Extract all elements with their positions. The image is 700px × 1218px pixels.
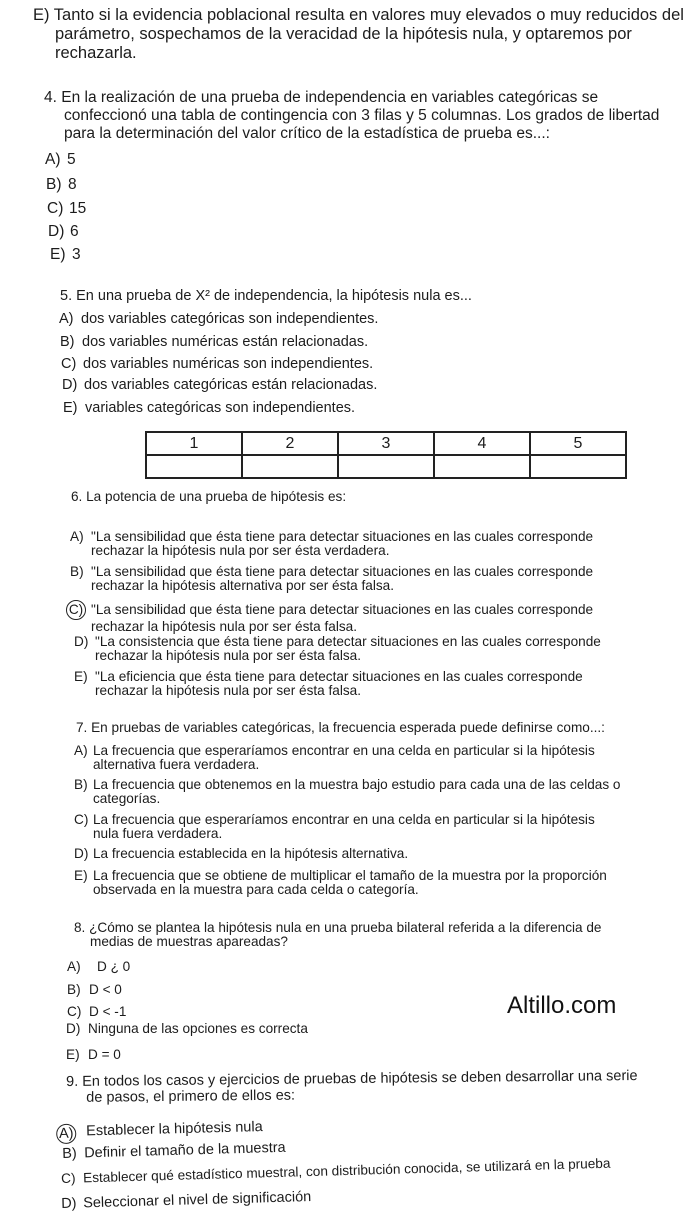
answer-table-answer-cell[interactable]	[242, 455, 338, 478]
question-text-line: 4. En la realización de una prueba de independencia en variables categóricas se	[44, 89, 599, 106]
question-4-option-e: E) 3	[50, 246, 81, 263]
question-8-option-d: D) Ninguna de las opciones es correcta	[66, 1021, 308, 1036]
question-6-stem: 6. La potencia de una prueba de hipótesis es:	[71, 489, 347, 504]
altillo-watermark: Altillo.com	[507, 992, 617, 1019]
answer-table-answer-cell[interactable]	[338, 455, 434, 478]
question-4-stem	[44, 89, 659, 143]
question-4-option-c: C) 15	[47, 200, 87, 217]
question-9-option-a: A) Establecer la hipótesis nula	[60, 1119, 263, 1144]
question-6-option-e: E) "La eficiencia que ésta tiene para detectar situaciones en las cuales corresponde rechazar la hipótesis nula por ser ésta falsa.	[74, 669, 583, 698]
question-5-option-c: C) dos variables numéricas son independientes.	[61, 356, 374, 372]
question-5-option-e: E) variables categóricas son independientes.	[63, 400, 356, 416]
question-4-option-d: D) 6	[48, 223, 79, 240]
question-8-option-b: B) D < 0	[67, 982, 122, 997]
question-6-option-b: B) "La sensibilidad que ésta tiene para detectar situaciones en las cuales corresponde rechazar la hipótesis alternativa por ser ésta falsa.	[70, 564, 594, 593]
question-6-option-a: A) "La sensibilidad que ésta tiene para detectar situaciones en las cuales corresponde rechazar la hipótesis nula por ser ésta verdadera.	[70, 529, 594, 558]
option-text-line: Tanto si la evidencia poblacional resulta en valores muy elevados o muy reducidos del	[53, 6, 684, 24]
question-4-option-a: A) 5	[45, 151, 76, 168]
question-7-option-a: A) La frecuencia que esperaríamos encontrar en una celda en particular si la hipótesis alternativa fuera verdadera.	[74, 743, 595, 772]
circled-answer-mark: A)	[56, 1124, 76, 1144]
answer-table-header-cell: 3	[338, 432, 434, 455]
option-letter: E)	[33, 6, 50, 24]
circled-answer-mark: C)	[66, 600, 86, 620]
question-7-option-e: E) La frecuencia que se obtiene de multiplicar el tamaño de la muestra por la proporción observada en la muestra para cada celda o categoría.	[74, 868, 607, 897]
question-4-option-b: B) 8	[46, 176, 77, 193]
question-9-option-b: B) Definir el tamaño de la muestra	[62, 1139, 286, 1162]
question-5-option-a: A) dos variables categóricas son independientes.	[59, 311, 379, 327]
question-7-stem: 7. En pruebas de variables categóricas, la frecuencia esperada puede definirse como...:	[76, 720, 605, 735]
question-9-option-c: C) Establecer qué estadístico muestral, con distribución conocida, se utilizará en la prueba	[60, 1155, 611, 1186]
answer-table	[145, 431, 627, 479]
question-7-option-c: C) La frecuencia que esperaríamos encontrar en una celda en particular si la hipótesis nula fuera verdadera.	[74, 812, 595, 841]
question-6-option-d: D) "La consistencia que ésta tiene para detectar situaciones en las cuales corresponde rechazar la hipótesis nula por ser ésta falsa.	[74, 634, 601, 663]
question-5-stem: 5. En una prueba de X² de independencia, la hipótesis nula es...	[60, 288, 472, 304]
answer-table-header-row	[146, 432, 626, 455]
question-8-option-e: E) D = 0	[66, 1047, 121, 1062]
question-8-stem: 8. ¿Cómo se plantea la hipótesis nula en una prueba bilateral referida a la diferencia de medias de muestras apareadas?	[74, 920, 602, 949]
question-3-option-e	[33, 6, 684, 63]
question-8-option-a: A) D ¿ 0	[67, 959, 131, 974]
option-text-line: rechazarla.	[55, 44, 137, 62]
answer-table-header-cell: 2	[242, 432, 338, 455]
answer-table-header-cell: 1	[146, 432, 242, 455]
answer-table-answer-row	[146, 455, 626, 478]
question-9-option-d: D) Seleccionar el nivel de significación	[61, 1189, 312, 1212]
question-5-option-b: B) dos variables numéricas están relacionadas.	[60, 334, 369, 350]
option-text-line: parámetro, sospechamos de la veracidad de la hipótesis nula, y optaremos por	[55, 25, 632, 43]
question-7-option-d: D) La frecuencia establecida en la hipótesis alternativa.	[74, 846, 409, 861]
question-8-option-c: C) D < -1	[67, 1004, 127, 1019]
question-text-line: para la determinación del valor crítico de la estadística de prueba es...:	[64, 125, 550, 142]
question-5-option-d: D) dos variables categóricas están relacionadas.	[62, 377, 378, 393]
answer-table-answer-cell[interactable]	[146, 455, 242, 478]
answer-table-header-cell: 5	[530, 432, 626, 455]
answer-table-answer-cell[interactable]	[530, 455, 626, 478]
question-7-option-b: B) La frecuencia que obtenemos en la muestra bajo estudio para cada una de las celdas o categorías.	[74, 777, 621, 806]
question-9-stem: 9. En todos los casos y ejercicios de pruebas de hipótesis se deben desarrollar una serie de pasos, el primero de ellos es:	[66, 1068, 638, 1106]
answer-table-header-cell: 4	[434, 432, 530, 455]
question-6-option-c: C) "La sensibilidad que ésta tiene para detectar situaciones en las cuales corresponde rechazar la hipótesis nula por ser ésta falsa.	[70, 600, 593, 634]
answer-table-answer-cell[interactable]	[434, 455, 530, 478]
question-text-line: confeccionó una tabla de contingencia con 3 filas y 5 columnas. Los grados de libertad	[64, 107, 660, 124]
